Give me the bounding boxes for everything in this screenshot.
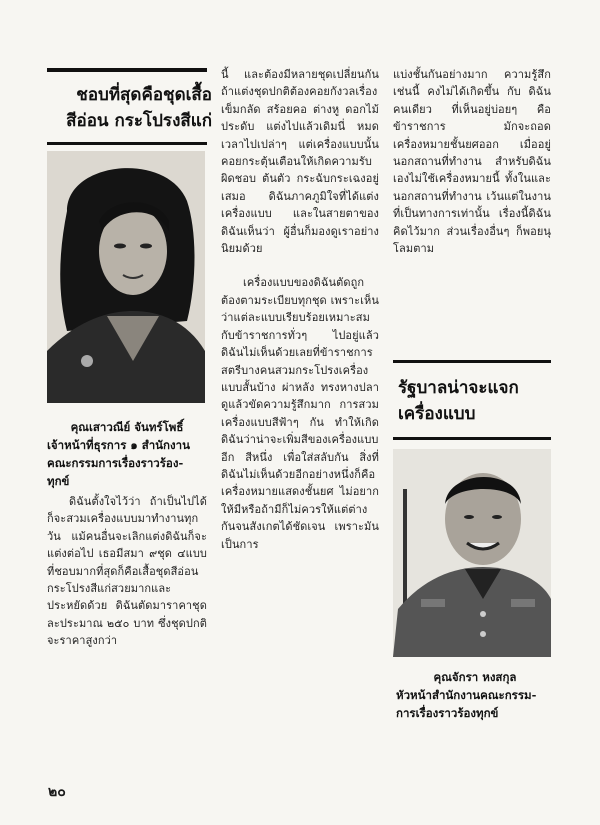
right-body-text [393,66,551,257]
left-heading-bottom-rule [47,142,207,145]
caption-name-chakra: คุณจักรา หงสกุล [433,670,517,684]
page-number: ๒๐ [48,784,66,800]
left-body-text [47,493,207,650]
right-photo-caption [396,668,554,722]
caption-name-saowanee: คุณเสาวณีย์ จันทร์โพธิ์ [70,420,184,434]
left-heading-top-rule [47,68,207,72]
right-heading: รัฐบาลน่าจะแจก เครื่องแบบ [398,378,519,424]
left-heading: ชอบที่สุดคือชุดเสื้อ สีอ่อน กระโปรงสีแก่ [66,85,212,131]
portrait-woman-illustration [47,151,205,403]
middle-body-text [221,66,379,553]
left-paragraph-1: ดิฉันตั้งใจไว้ว่า ถ้าเป็นไปได้ก็จะสวมเครื่องแบบมาทำงานทุกวัน แม้คนอื่นจะเลิกแต่งดิฉันก็จะแต่งต่อไป เธอมีสมา ๙ชุด ๔แบบ ที่ชอบมากที่สุดก็คือเสื้อชุดสีอ่อน กระโปรงสีแก่สวยมากและประหยัดด้วย ดิฉันตัดมาราคาชุดละประมาณ ๒๕๐ บาท ซึ่งชุดปกติจะราคาสูงกว่า [47,495,207,648]
caption-title-chakra: หัวหน้าสำนักงานคณะกรรม- การเรื่องราวร้องทุกข์ [396,688,537,720]
portrait-photo-man [393,449,551,657]
left-photo-caption [47,418,207,490]
right-heading-top-rule [393,360,551,363]
right-paragraph-1: แบ่งชั้นกันอย่างมาก ความรู้สึกเช่นนี้ คงไม่ได้เกิดขึ้น กับ ดิฉันคนเดียว ที่เห็นอยู่บ่อยๆ คือข้าราชการ มักจะถอดเครื่องหมายชั้นยศออก เมื่ออยู่นอกสถานที่ทำงาน สำหรับดิฉันเองไม่ใช้เครื่องหมายนี้ ทั้งในและนอกสถานที่ทำงาน เว้นแต่ในงานที่เป็นทางการเท่านั้น เรื่องนี้ดิฉันคิดไว้มาก ส่วนเรื่องอื่นๆ ก็พอยนุโลมตาม [393,68,551,256]
portrait-man-illustration [393,449,551,657]
middle-paragraph-1: นี้ และต้องมีหลายชุดเปลี่ยนกัน ถ้าแต่งชุดปกติต้องคอยกังวลเรื่องเข็มกลัด สร้อยคอ ต่างหู ดอกไม้ประดับ แต่งไปแล้วเดิมนี่ หมดเวลาไปเปล่าๆ แต่เครื่องแบบนั้นคอยกระตุ้นเตือนให้เกิดความรับผิดชอบ ต้นตัว กระฉับกระเฉงอยู่เสมอ ดิฉันภาคภูมิใจที่ได้แต่งเครื่องแบบ และในสายตาของดิฉันเห็นว่า ผู้อื่นก็มองดูเราอย่างนิยมด้วย [221,68,379,256]
caption-title-saowanee: เจ้าหน้าที่ธุรการ ๑ สำนักงาน คณะกรรมการเรื่องราวร้อง- ทุกข์ [47,438,190,488]
middle-paragraph-2: เครื่องแบบของดิฉันตัดถูกต้องตามระเบียบทุกชุด เพราะเห็นว่าแต่ละแบบเรียบร้อยเหมาะสมกับข้าราชการทั่วๆ ไปอยู่แล้ว ดิฉันไม่เห็นด้วยเลยที่ข้าราชการสตรีบางคนสวมกระโปรงเครื่องแบบสั้นบ้าง ผ่าหลัง ทรงหางปลา ดูแล้วขัดความรู้สึกมาก การสวมเครื่องแบบสีฟ้าๆ กัน ทำให้เกิด ดิฉันว่าน่าจะเพิ่มสีของเครื่องแบบอีก สีหนึ่ง เพื่อใส่สลับกัน สิ่งที่ดิฉันไม่เห็นด้วยอีกอย่างหนึ่งก็คือ เครื่องหมายแสดงชั้นยศ ไม่อยากให้มีหรือถ้ามีก็ไม่ควรให้แต่ต่างกันจนสังเกตได้ชัดเจน เพราะมันเป็นการ [221,276,379,551]
right-heading-bottom-rule [393,437,551,440]
portrait-photo-woman [47,151,205,403]
